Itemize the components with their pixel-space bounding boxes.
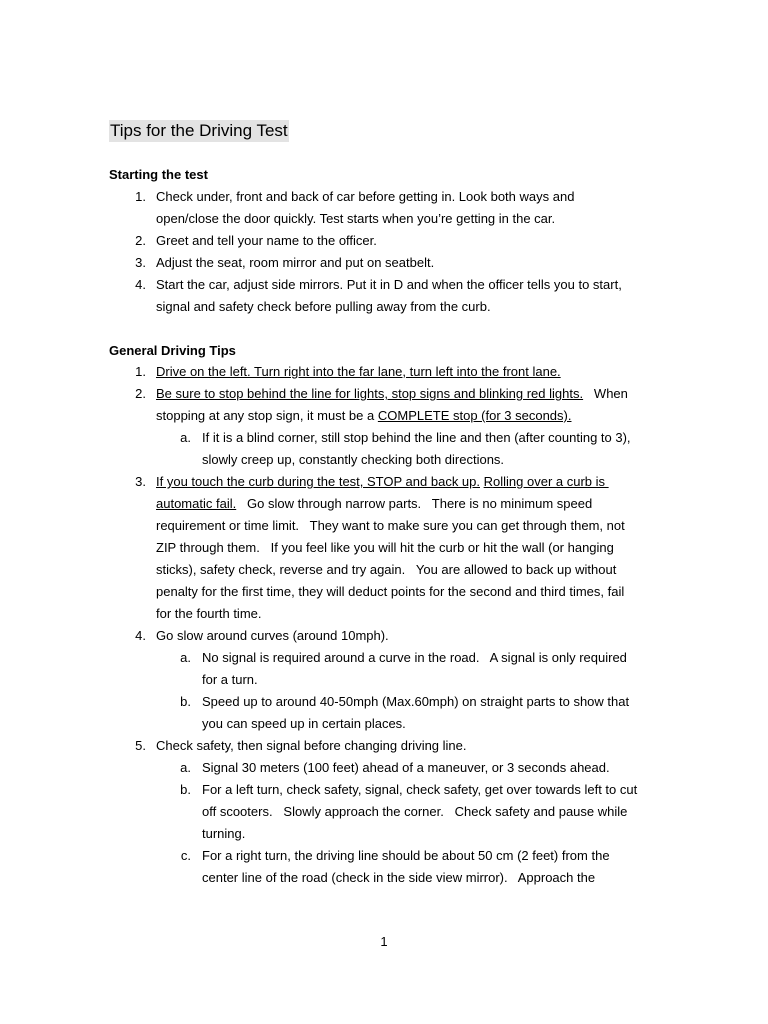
list-text: Go slow around curves (around 10mph).: [156, 628, 389, 643]
list-text: penalty for the first time, they will deduct points for the second and third times, fail: [156, 584, 625, 599]
sub-list-letter: b.: [180, 782, 191, 797]
sub-list-text: slowly creep up, constantly checking both directions.: [202, 452, 505, 467]
sub-list-text: for a turn.: [202, 672, 258, 687]
sub-list-letter: a.: [180, 430, 191, 445]
list-number: 4.: [135, 628, 146, 643]
list-text: [156, 405, 571, 427]
underlined-text: Drive on the left. Turn right into the far lane, turn left into the front lane.: [156, 364, 561, 379]
sub-list-text: No signal is required around a curve in the road. A signal is only required: [202, 650, 627, 665]
list-number: 2.: [135, 233, 146, 248]
sub-list-text: If it is a blind corner, still stop behind the line and then (after counting to 3),: [202, 430, 631, 445]
sub-list-text: you can speed up in certain places.: [202, 716, 406, 731]
list-text: [156, 493, 592, 515]
sub-list-text: center line of the road (check in the side view mirror). Approach the: [202, 870, 596, 885]
list-text: Check safety, then signal before changing driving line.: [156, 738, 467, 753]
list-text: requirement or time limit. They want to make sure you can get through them, not: [156, 518, 625, 533]
sub-list-text: For a right turn, the driving line should be about 50 cm (2 feet) from the: [202, 848, 610, 863]
page-title: Tips for the Driving Test: [110, 121, 288, 140]
list-number: 3.: [135, 474, 146, 489]
list-number: 3.: [135, 255, 146, 270]
list-number: 4.: [135, 277, 146, 292]
sub-list-text: Speed up to around 40-50mph (Max.60mph) on straight parts to show that: [202, 694, 630, 709]
sub-list-letter: c.: [180, 848, 191, 863]
sub-list-letter: a.: [180, 650, 191, 665]
list-number: 5.: [135, 738, 146, 753]
list-text: [156, 383, 628, 405]
list-text: for the fourth time.: [156, 606, 262, 621]
list-number: 1.: [135, 364, 146, 379]
section-heading-general: General Driving Tips: [109, 343, 236, 358]
underlined-text: automatic fail.: [156, 496, 237, 511]
list-text: Greet and tell your name to the officer.: [156, 233, 377, 248]
sub-list-letter: a.: [180, 760, 191, 775]
sub-list-text: off scooters. Slowly approach the corner. Check safety and pause while: [202, 804, 628, 819]
underlined-text: COMPLETE stop (for 3 seconds).: [377, 408, 572, 423]
plain-text: When: [583, 386, 628, 401]
list-text: open/close the door quickly. Test starts when you’re getting in the car.: [156, 211, 556, 226]
list-text: signal and safety check before pulling away from the curb.: [156, 299, 491, 314]
list-text: [156, 361, 561, 383]
sub-list-text: Signal 30 meters (100 feet) ahead of a maneuver, or 3 seconds ahead.: [202, 760, 610, 775]
list-text: Check under, front and back of car before getting in. Look both ways and: [156, 189, 575, 204]
list-text: ZIP through them. If you feel like you will hit the curb or hit the wall (or hanging: [156, 540, 614, 555]
plain-text: Go slow through narrow parts. There is no minimum speed: [236, 496, 593, 511]
sub-list-letter: b.: [180, 694, 191, 709]
underlined-text: If you touch the curb during the test, STOP and back up.: [156, 474, 480, 489]
sub-list-text: turning.: [202, 826, 246, 841]
list-number: 2.: [135, 386, 146, 401]
list-text: [156, 471, 609, 493]
list-text: sticks), safety check, reverse and try again. You are allowed to back up without: [156, 562, 617, 577]
underlined-text: Be sure to stop behind the line for lights, stop signs and blinking red lights.: [156, 386, 584, 401]
sub-list-text: For a left turn, check safety, signal, check safety, get over towards left to cut: [202, 782, 638, 797]
list-text: Start the car, adjust side mirrors. Put it in D and when the officer tells you to start,: [156, 277, 622, 292]
section-heading-starting: Starting the test: [109, 167, 208, 182]
list-text: Adjust the seat, room mirror and put on seatbelt.: [156, 255, 435, 270]
page-number: 1: [380, 934, 388, 949]
list-number: 1.: [135, 189, 146, 204]
underlined-text: Rolling over a curb is: [483, 474, 609, 489]
plain-text: stopping at any stop sign, it must be a: [156, 408, 378, 423]
